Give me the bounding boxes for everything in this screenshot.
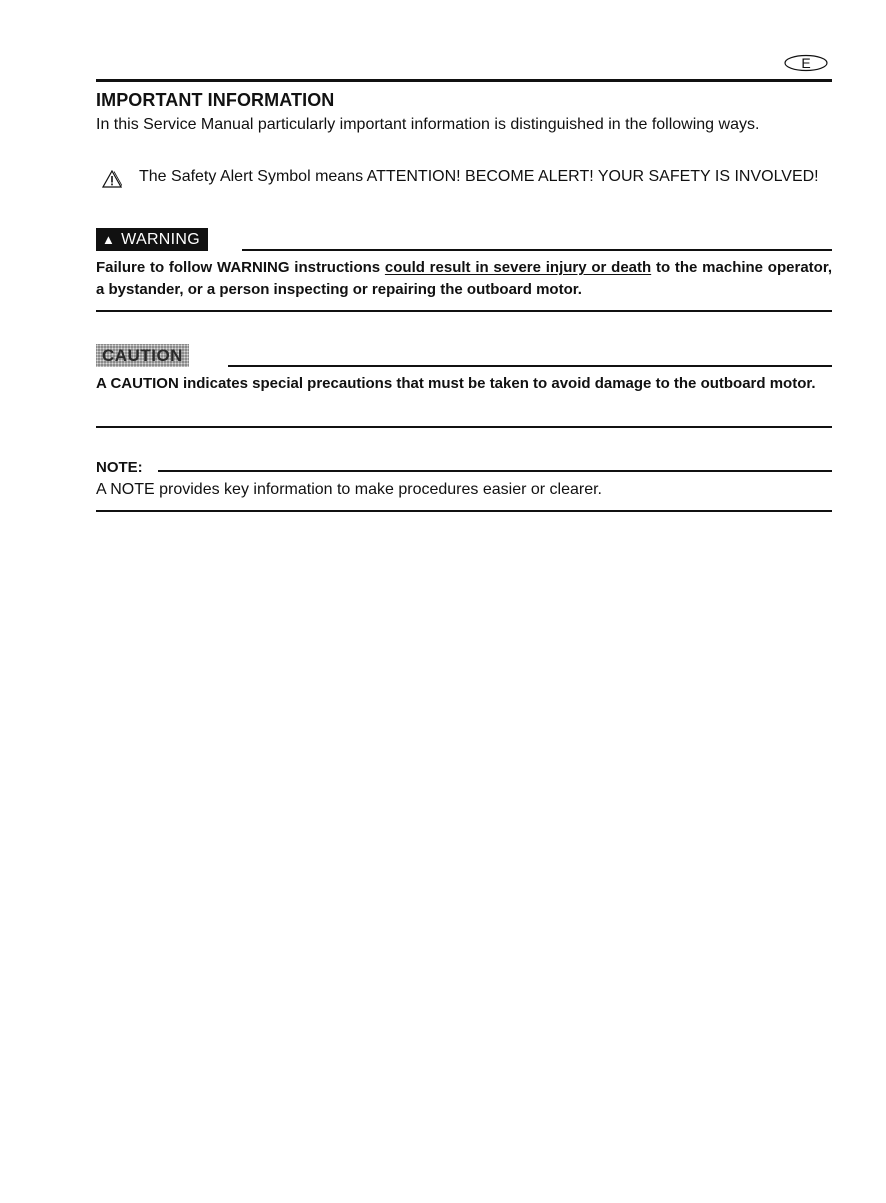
note-text: A NOTE provides key information to make procedures easier or clearer. — [96, 481, 602, 498]
warning-badge — [96, 228, 208, 251]
caution-footer-rule — [96, 426, 832, 428]
language-oval-icon — [784, 54, 828, 72]
warning-header-rule — [242, 249, 832, 251]
caution-badge: CAUTION — [96, 344, 189, 367]
note-header-rule — [158, 470, 832, 472]
note-label: NOTE: — [96, 459, 143, 476]
caution-header-rule — [228, 365, 832, 367]
warning-footer-rule — [96, 310, 832, 312]
language-badge — [784, 54, 828, 72]
warning-label: WARNING — [121, 231, 201, 248]
warning-text: Failure to follow WARNING instructions could result in severe injury or death to the machine operator, a bystander, or a person inspecting or repairing the outboard motor. — [96, 259, 832, 298]
warning-header — [96, 228, 832, 254]
caution-text: A CAUTION indicates special precautions that must be taken to avoid damage to the outboard motor. — [96, 375, 816, 392]
note-footer-rule — [96, 510, 832, 512]
caution-header — [96, 344, 832, 370]
warning-emphasis: could result in severe injury or death — [384, 259, 652, 276]
intro-paragraph: In this Service Manual particularly important information is distinguished in the following ways. — [96, 116, 760, 133]
safety-alert-text: The Safety Alert Symbol means ATTENTION! BECOME ALERT! YOUR SAFETY IS INVOLVED! — [139, 168, 819, 185]
svg-text:E: E — [801, 55, 811, 71]
header-rule — [96, 79, 832, 82]
safety-alert-triangle-icon — [102, 170, 122, 188]
warning-triangle-icon: ▲ — [102, 232, 116, 247]
page-title: IMPORTANT INFORMATION — [96, 90, 335, 110]
